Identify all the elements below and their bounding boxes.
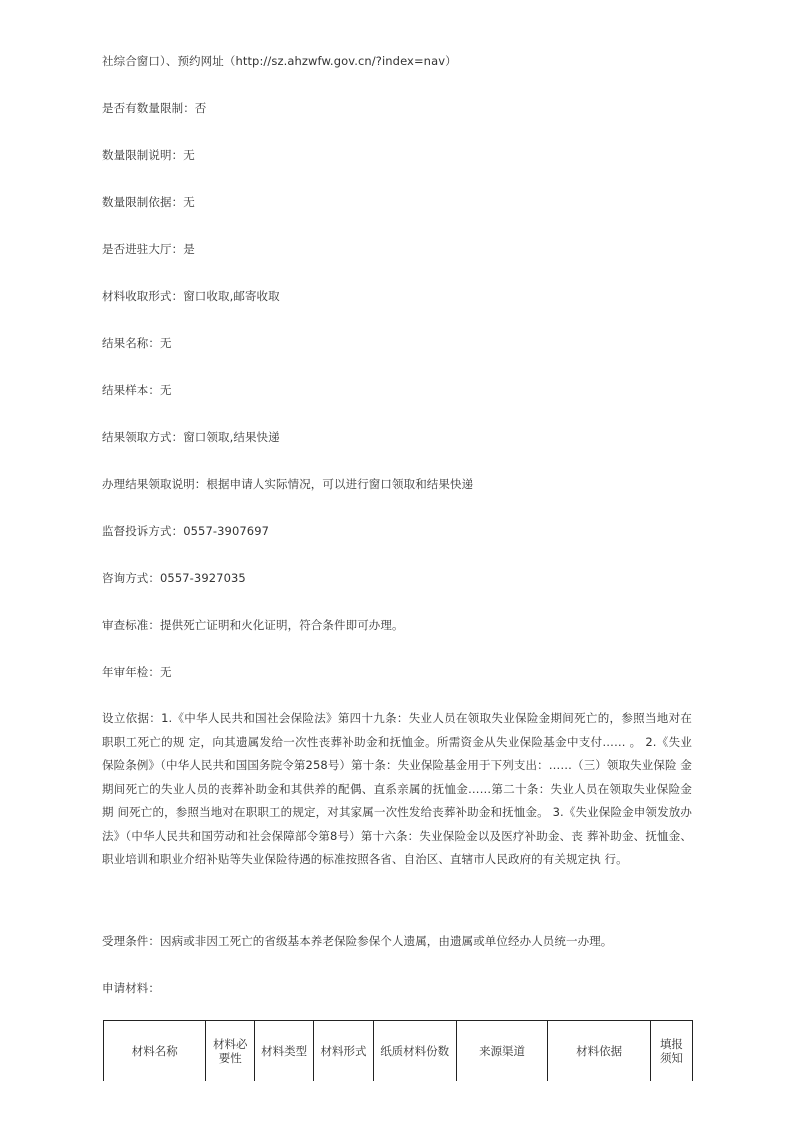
annual-review-line: 年审年检：无: [102, 665, 172, 679]
result-pickup-line: 结果领取方式：窗口领取,结果快递: [102, 430, 280, 444]
consultation-line: 咨询方式：0557-3927035: [102, 571, 246, 585]
header-material-necessity: 材料必要性: [206, 1021, 255, 1082]
result-name-line: 结果名称：无: [102, 336, 172, 350]
quantity-limit-desc-line: 数量限制说明：无: [102, 148, 195, 162]
result-pickup-desc-line: 办理结果领取说明：根据申请人实际情况，可以进行窗口领取和结果快递: [102, 477, 474, 491]
result-sample-line: 结果样本：无: [102, 383, 172, 397]
quantity-limit-basis-line: 数量限制依据：无: [102, 195, 195, 209]
materials-table: [103, 1020, 693, 1081]
header-material-type: 材料类型: [255, 1021, 314, 1082]
legal-basis-paragraph: 设立依据：1.《中华人民共和国社会保险法》第四十九条：失业人员在领取失业保险金期间死亡的，参照当地对在职职工死亡的规 定，向其遗属发给一次性丧葬补助金和抚恤金。所需资金从失业保险基金中支付…… 。 2.《失业保险条例》（中华人民共和国国务院令第258号）第十条：失业保险基金用于下列支出：……（三）领取失业保险 金期间死亡的失业人员的丧葬补助金和其供养的配偶、直系亲属的抚恤金……第二十条：失业人员在领取失业保险金期 间死亡的，参照当地对在职职工的规定，对其家属一次性发给丧葬补助金和抚恤金。 3.《失业保险金申领发放办法》（中华人民共和国劳动和社会保障部令第8号）第十六条：失业保险金以及医疗补助金、丧 葬补助金、抚恤金、职业培训和职业介绍补贴等失业保险待遇的标准按照各省、自治区、直辖市人民政府的有关规定执 行。: [102, 711, 692, 866]
header-paper-copies: 纸质材料份数: [373, 1021, 456, 1082]
header-fill-notes: 填报须知: [650, 1021, 692, 1082]
acceptance-conditions-line: 受理条件：因病或非因工死亡的省级基本养老保险参保个人遗属，由遗属或单位经办人员统一办理。: [102, 934, 613, 948]
hall-entry-line: 是否进驻大厅：是: [102, 242, 195, 256]
materials-label: 申请材料：: [102, 981, 160, 995]
quantity-limit-line: 是否有数量限制：否: [102, 101, 207, 115]
table-header-row: [104, 1021, 693, 1082]
header-source-channel: 来源渠道: [456, 1021, 548, 1082]
material-collection-line: 材料收取形式：窗口收取,邮寄收取: [102, 289, 280, 303]
header-material-basis: 材料依据: [548, 1021, 650, 1082]
header-material-form: 材料形式: [314, 1021, 373, 1082]
complaint-line: 监督投诉方式：0557-3907697: [102, 524, 270, 538]
appointment-url-line: 社综合窗口）、预约网址（http://sz.ahzwfw.gov.cn/?index=nav）: [102, 54, 457, 68]
review-standard-line: 审查标准：提供死亡证明和火化证明，符合条件即可办理。: [102, 618, 404, 632]
header-material-name: 材料名称: [104, 1021, 206, 1082]
